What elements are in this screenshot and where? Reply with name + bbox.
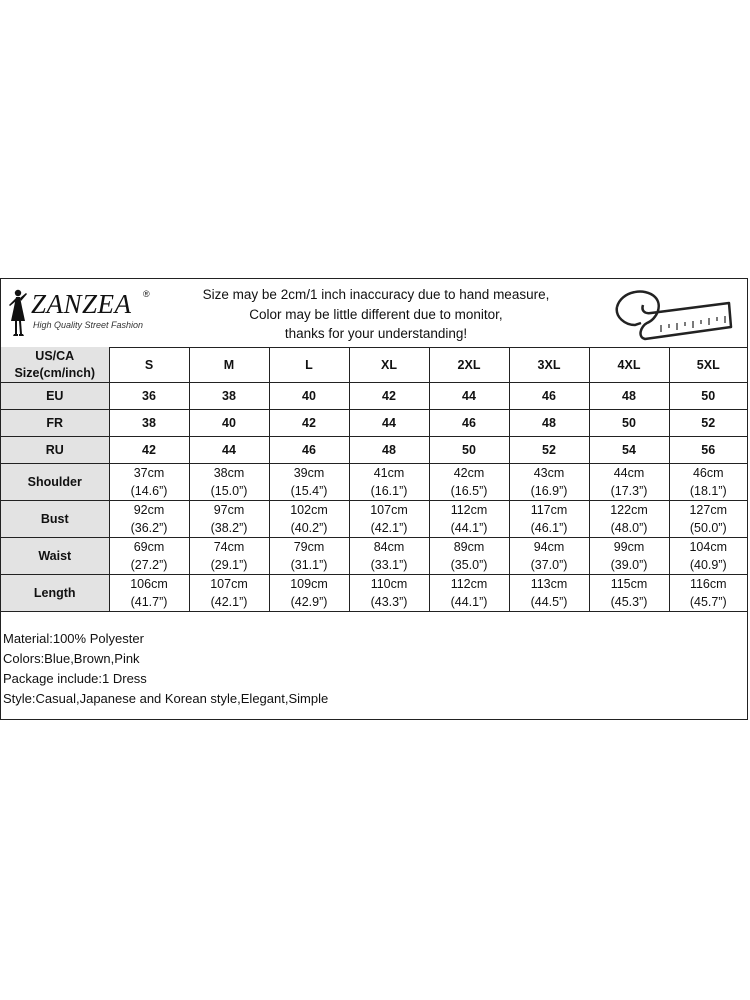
table-cell [509,464,589,501]
size-chart-card [0,278,748,720]
table-cell [349,538,429,575]
cm-value: 116cm [689,577,727,591]
table-cell [589,501,669,538]
table-cell: 46 [509,383,589,410]
inch-value: (36.2”) [130,521,168,535]
table-row [1,464,747,501]
woman-silhouette-icon [5,287,31,337]
table-cell: 42 [349,383,429,410]
cm-value: 44cm [613,466,645,480]
cm-value: 107cm [210,577,248,591]
product-details [3,629,328,709]
cm-value: 109cm [290,577,328,591]
row-label: Length [1,575,109,612]
cm-value: 127cm [689,503,728,517]
chart-header [1,279,747,348]
table-cell: 48 [509,410,589,437]
cm-value: 38cm [213,466,245,480]
table-cell [269,538,349,575]
size-header-row [1,347,747,383]
material-text: Material:100% Polyester [3,631,144,646]
size-header-cell: 3XL [509,347,589,383]
table-row [1,501,747,538]
inch-value: (18.1”) [689,484,727,498]
cm-value: 94cm [533,540,565,554]
table-cell [589,538,669,575]
table-cell: 50 [589,410,669,437]
table-cell [509,575,589,612]
table-cell: 46 [269,437,349,464]
table-cell [429,538,509,575]
inch-value: (42.1”) [210,595,248,609]
inch-value: (29.1”) [210,558,248,572]
size-header-cell: L [269,347,349,383]
table-body [1,347,747,612]
table-cell: 38 [189,383,269,410]
inch-value: (38.2”) [210,521,248,535]
cm-value: 97cm [213,503,245,517]
inch-value: (40.9”) [689,558,727,572]
cm-value: 115cm [610,577,648,591]
inch-value: (45.7”) [689,595,727,609]
table-cell: 36 [109,383,189,410]
row-label: Bust [1,501,109,538]
table-cell [589,464,669,501]
brand-logo [5,285,165,341]
table-cell [429,575,509,612]
header-label-line: Size(cm/inch) [14,365,96,380]
inch-value: (45.3”) [610,595,648,609]
size-header-cell: M [189,347,269,383]
table-cell [109,538,189,575]
cm-value: 37cm [133,466,165,480]
size-header-cell: XL [349,347,429,383]
table-cell [109,501,189,538]
cm-value: 110cm [370,577,408,591]
table-cell: 42 [109,437,189,464]
notice-line: Color may be little different due to monitor, [249,306,503,322]
brand-tagline: High Quality Street Fashion [33,320,144,330]
inch-value: (44.1”) [450,521,488,535]
table-cell [349,575,429,612]
table-cell: 54 [589,437,669,464]
table-cell: 44 [189,437,269,464]
header-label-line: US/CA [35,348,75,363]
table-row [1,410,747,437]
cm-value: 113cm [530,577,568,591]
cm-value: 117cm [530,503,568,517]
inch-value: (42.1”) [370,521,408,535]
package-text: Package include:1 Dress [3,671,147,686]
cm-value: 89cm [453,540,485,554]
size-table [1,347,747,612]
cm-value: 102cm [290,503,328,517]
table-cell: 50 [429,437,509,464]
inch-value: (41.7”) [130,595,168,609]
inch-value: (44.5”) [530,595,568,609]
inch-value: (31.1”) [290,558,328,572]
table-cell: 52 [509,437,589,464]
inch-value: (42.9”) [290,595,328,609]
table-cell [509,501,589,538]
table-cell [589,575,669,612]
measurement-notice [171,285,581,344]
inch-value: (46.1”) [530,521,568,535]
inch-value: (15.4”) [290,484,328,498]
inch-value: (17.3”) [610,484,648,498]
cm-value: 39cm [293,466,325,480]
cm-value: 104cm [689,540,728,554]
size-header-cell: 5XL [669,347,747,383]
inch-value: (37.0”) [530,558,568,572]
inch-value: (27.2”) [130,558,168,572]
table-cell [189,464,269,501]
notice-line: thanks for your understanding! [284,326,468,341]
table-row [1,383,747,410]
inch-value: (16.9”) [530,484,568,498]
inch-value: (14.6”) [130,484,168,498]
cm-value: 46cm [692,466,724,480]
row-label: RU [1,437,109,464]
cm-value: 42cm [453,466,485,480]
table-cell [669,538,747,575]
table-cell [269,464,349,501]
table-cell [669,575,747,612]
table-cell [269,501,349,538]
inch-value: (40.2”) [290,521,328,535]
size-header-cell: S [109,347,189,383]
registered-mark: ® [143,289,150,299]
cm-value: 112cm [450,503,488,517]
table-cell [429,501,509,538]
table-cell: 50 [669,383,747,410]
table-cell: 48 [589,383,669,410]
colors-text: Colors:Blue,Brown,Pink [3,651,140,666]
table-cell: 38 [109,410,189,437]
inch-value: (50.0”) [689,521,727,535]
table-cell [189,501,269,538]
cm-value: 69cm [133,540,165,554]
inch-value: (43.3”) [370,595,408,609]
table-cell [509,538,589,575]
table-cell: 44 [429,383,509,410]
cm-value: 74cm [213,540,245,554]
brand-name: ZANZEA [31,289,132,319]
cm-value: 84cm [373,540,405,554]
cm-value: 112cm [450,577,488,591]
cm-value: 107cm [370,503,408,517]
table-row [1,437,747,464]
cm-value: 106cm [130,577,168,591]
table-cell [349,464,429,501]
table-cell: 56 [669,437,747,464]
table-cell [269,575,349,612]
cm-value: 79cm [293,540,325,554]
inch-value: (16.1”) [370,484,408,498]
table-cell: 40 [189,410,269,437]
row-label: EU [1,383,109,410]
inch-value: (33.1”) [370,558,408,572]
inch-value: (16.5”) [450,484,488,498]
table-cell [669,501,747,538]
cm-value: 92cm [133,503,165,517]
table-cell: 48 [349,437,429,464]
cm-value: 41cm [373,466,405,480]
table-cell [189,538,269,575]
row-label: Waist [1,538,109,575]
size-header-label [1,347,109,383]
inch-value: (39.0”) [610,558,648,572]
inch-value: (35.0”) [450,558,488,572]
table-cell [669,464,747,501]
size-header-cell: 4XL [589,347,669,383]
cm-value: 99cm [613,540,645,554]
table-cell [109,575,189,612]
table-cell: 40 [269,383,349,410]
inch-value: (44.1”) [450,595,488,609]
size-header-cell: 2XL [429,347,509,383]
table-row [1,538,747,575]
table-cell: 42 [269,410,349,437]
table-cell [429,464,509,501]
notice-line: Size may be 2cm/1 inch inaccuracy due to hand measure, [202,287,550,302]
cm-value: 43cm [533,466,565,480]
inch-value: (48.0”) [610,521,648,535]
table-cell [109,464,189,501]
table-cell [349,501,429,538]
inch-value: (15.0”) [210,484,248,498]
cm-value: 122cm [610,503,648,517]
table-cell: 46 [429,410,509,437]
measuring-tape-icon [611,283,737,343]
table-cell: 52 [669,410,747,437]
table-row [1,575,747,612]
style-text: Style:Casual,Japanese and Korean style,Elegant,Simple [3,691,329,706]
table-cell [189,575,269,612]
row-label: Shoulder [1,464,109,501]
table-cell: 44 [349,410,429,437]
row-label: FR [1,410,109,437]
